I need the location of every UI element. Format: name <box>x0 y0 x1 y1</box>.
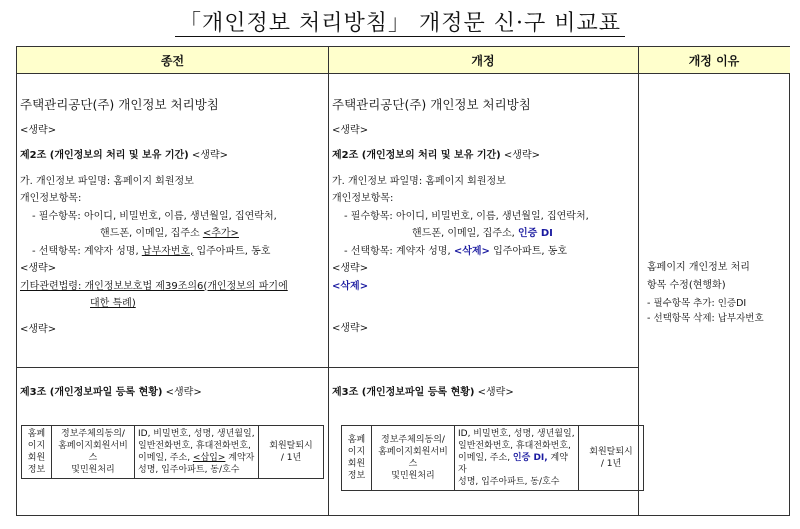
comparison-table <box>16 46 790 516</box>
purpose-cell: 정보주체의동의/ 홈페이지회원서비스 및민원처리 <box>372 426 455 491</box>
header-old: 종전 <box>17 47 328 74</box>
old-article-section: 주택관리공단(주) 개인정보 처리방침 <생략> 제2조 (개인정보의 처리 및 보유 기간) <생략> 가. 개인정보 파일명: 홈페이지 회원정보 개인정보항목: - 필수항목: 아이디, 비밀번호, 이름, 생년월일, 집연락처, 핸드폰, 이메일, 집주소 <추가> - 선택항목: 계약자 성명, 납부자번호, 입주아파트, 동호 <생략> 기타관련법령: 개인정보보호법 제39조의6(개인정보의 파기에 대한 특례) <생략> <box>20 97 288 335</box>
header-reason: 개정 이유 <box>638 47 790 74</box>
reason-section: 홈페이지 개인정보 처리 항목 수정(현행화) - 필수항목 추가: 인증DI - 선택항목 삭제: 납부자번호 <box>647 262 764 324</box>
old-article3: 제3조 (개인정보파일 등록 현황) <생략> <box>20 387 202 398</box>
file-name-cell: 홈페이지 회원정보 <box>342 426 372 491</box>
table-row <box>342 426 644 491</box>
divider <box>328 47 329 515</box>
page-title: 「개인정보 처리방침」 개정문 신·구 비교표 <box>0 6 800 37</box>
divider <box>17 367 638 368</box>
new-article-section: 주택관리공단(주) 개인정보 처리방침 <생략> 제2조 (개인정보의 처리 및 보유 기간) <생략> 가. 개인정보 파일명: 홈페이지 회원정보 개인정보항목: - 필수항목: 아이디, 비밀번호, 이름, 생년월일, 집연락처, 핸드폰, 이메일, 집주소, 인증 DI - 선택항목: 계약자 성명, <삭제> 입주아파트, 동호 <생략> <삭제> <생략> <box>332 97 589 334</box>
purpose-cell: 정보주체의동의/ 홈페이지회원서비스 및민원처리 <box>52 426 135 479</box>
table-row <box>22 426 324 479</box>
old-file-table <box>21 425 324 479</box>
items-cell: ID, 비밀번호, 성명, 생년월일, 일반전화번호, 휴대전화번호, 이메일, 주소, <삽입> 계약자 성명, 입주아파트, 동/호수 <box>135 426 259 479</box>
items-cell: ID, 비밀번호, 성명, 생년월일, 일반전화번호, 휴대전화번호, 이메일, 주소, 인증 DI, 계약자 성명, 입주아파트, 동/호수 <box>455 426 579 491</box>
new-file-table <box>341 425 644 491</box>
new-article3: 제3조 (개인정보파일 등록 현황) <생략> <box>332 387 514 398</box>
header-new: 개정 <box>328 47 638 74</box>
retention-cell: 회원탈퇴시 / 1년 <box>579 426 644 491</box>
retention-cell: 회원탈퇴시 / 1년 <box>259 426 324 479</box>
file-name-cell: 홈페이지 회원정보 <box>22 426 52 479</box>
